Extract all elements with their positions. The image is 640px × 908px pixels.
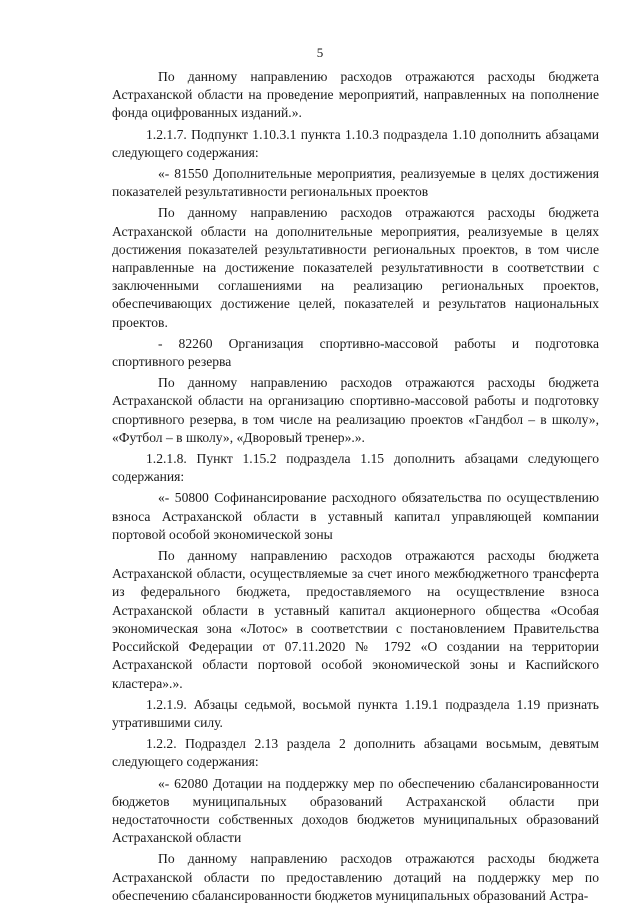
paragraph: 1.2.1.8. Пункт 1.15.2 подраздела 1.15 дополнить абзацами следующего содержания: — [112, 451, 599, 485]
paragraph: «- 81550 Дополнительные мероприятия, реализуемые в целях достижения показателей результативности региональных проектов — [112, 166, 599, 200]
document-body — [112, 68, 599, 908]
paragraph: «- 50800 Софинансирование расходного обязательства по осуществлению взноса Астраханской области в уставный капитал управляющей компании портовой особой экономической зоны — [112, 490, 599, 542]
paragraph: 1.2.1.9. Абзацы седьмой, восьмой пункта 1.19.1 подраздела 1.19 признать утратившими силу. — [112, 696, 599, 730]
paragraph: «- 62080 Дотации на поддержку мер по обеспечению сбалансированности бюджетов муниципальных образований Астраханской области при недостаточности собственных доходов бюджетов муниципальных образований Астраханской области — [112, 775, 599, 846]
paragraph: По данному направлению расходов отражаются расходы бюджета Астраханской области по предоставлению дотаций на поддержку мер по обеспечению сбалансированности бюджетов муниципальных образований Астра- — [112, 851, 599, 903]
paragraph: 1.2.2. Подраздел 2.13 раздела 2 дополнить абзацами восьмым, девятым следующего содержания: — [112, 736, 599, 770]
paragraph: По данному направлению расходов отражаются расходы бюджета Астраханской области на проведение мероприятий, направленных на пополнение фонда оцифрованных изданий.». — [112, 69, 599, 121]
paragraph: - 82260 Организация спортивно-массовой работы и подготовка спортивного резерва — [112, 335, 599, 370]
paragraph: По данному направлению расходов отражаются расходы бюджета Астраханской области, осуществляемые за счет иного межбюджетного трансферта из федерального бюджета, предоставляемого на осуществление взноса Астраханской области в уставный капитал акционерного общества «Особая экономическая зона «Лотос» в соответствии с постановлением Правительства Российской Федерации от 07.11.2020 № 1792 «О создании на территории Астраханской области портовой особой экономической зоны и Каспийского кластера».». — [112, 548, 599, 691]
paragraph: 1.2.1.7. Подпункт 1.10.3.1 пункта 1.10.3 подраздела 1.10 дополнить абзацами следующего содержания: — [112, 126, 599, 160]
paragraph: По данному направлению расходов отражаются расходы бюджета Астраханской области на организацию спортивно-массовой работы и подготовку спортивного резерва, в том числе на реализацию проектов «Гандбол – в школу», «Футбол – в школу», «Дворовый тренер».». — [112, 375, 599, 445]
paragraph: По данному направлению расходов отражаются расходы бюджета Астраханской области на дополнительные мероприятия, реализуемые в целях достижения показателей результативности региональных проектов, в том числе направленные на достижение показателей результативности в соответствии с заключенными соглашениями на реализацию региональных проектов, обеспечивающих достижение целей, показателей и результатов национальных проектов. — [112, 205, 599, 330]
page-number: 5 — [316, 45, 324, 60]
